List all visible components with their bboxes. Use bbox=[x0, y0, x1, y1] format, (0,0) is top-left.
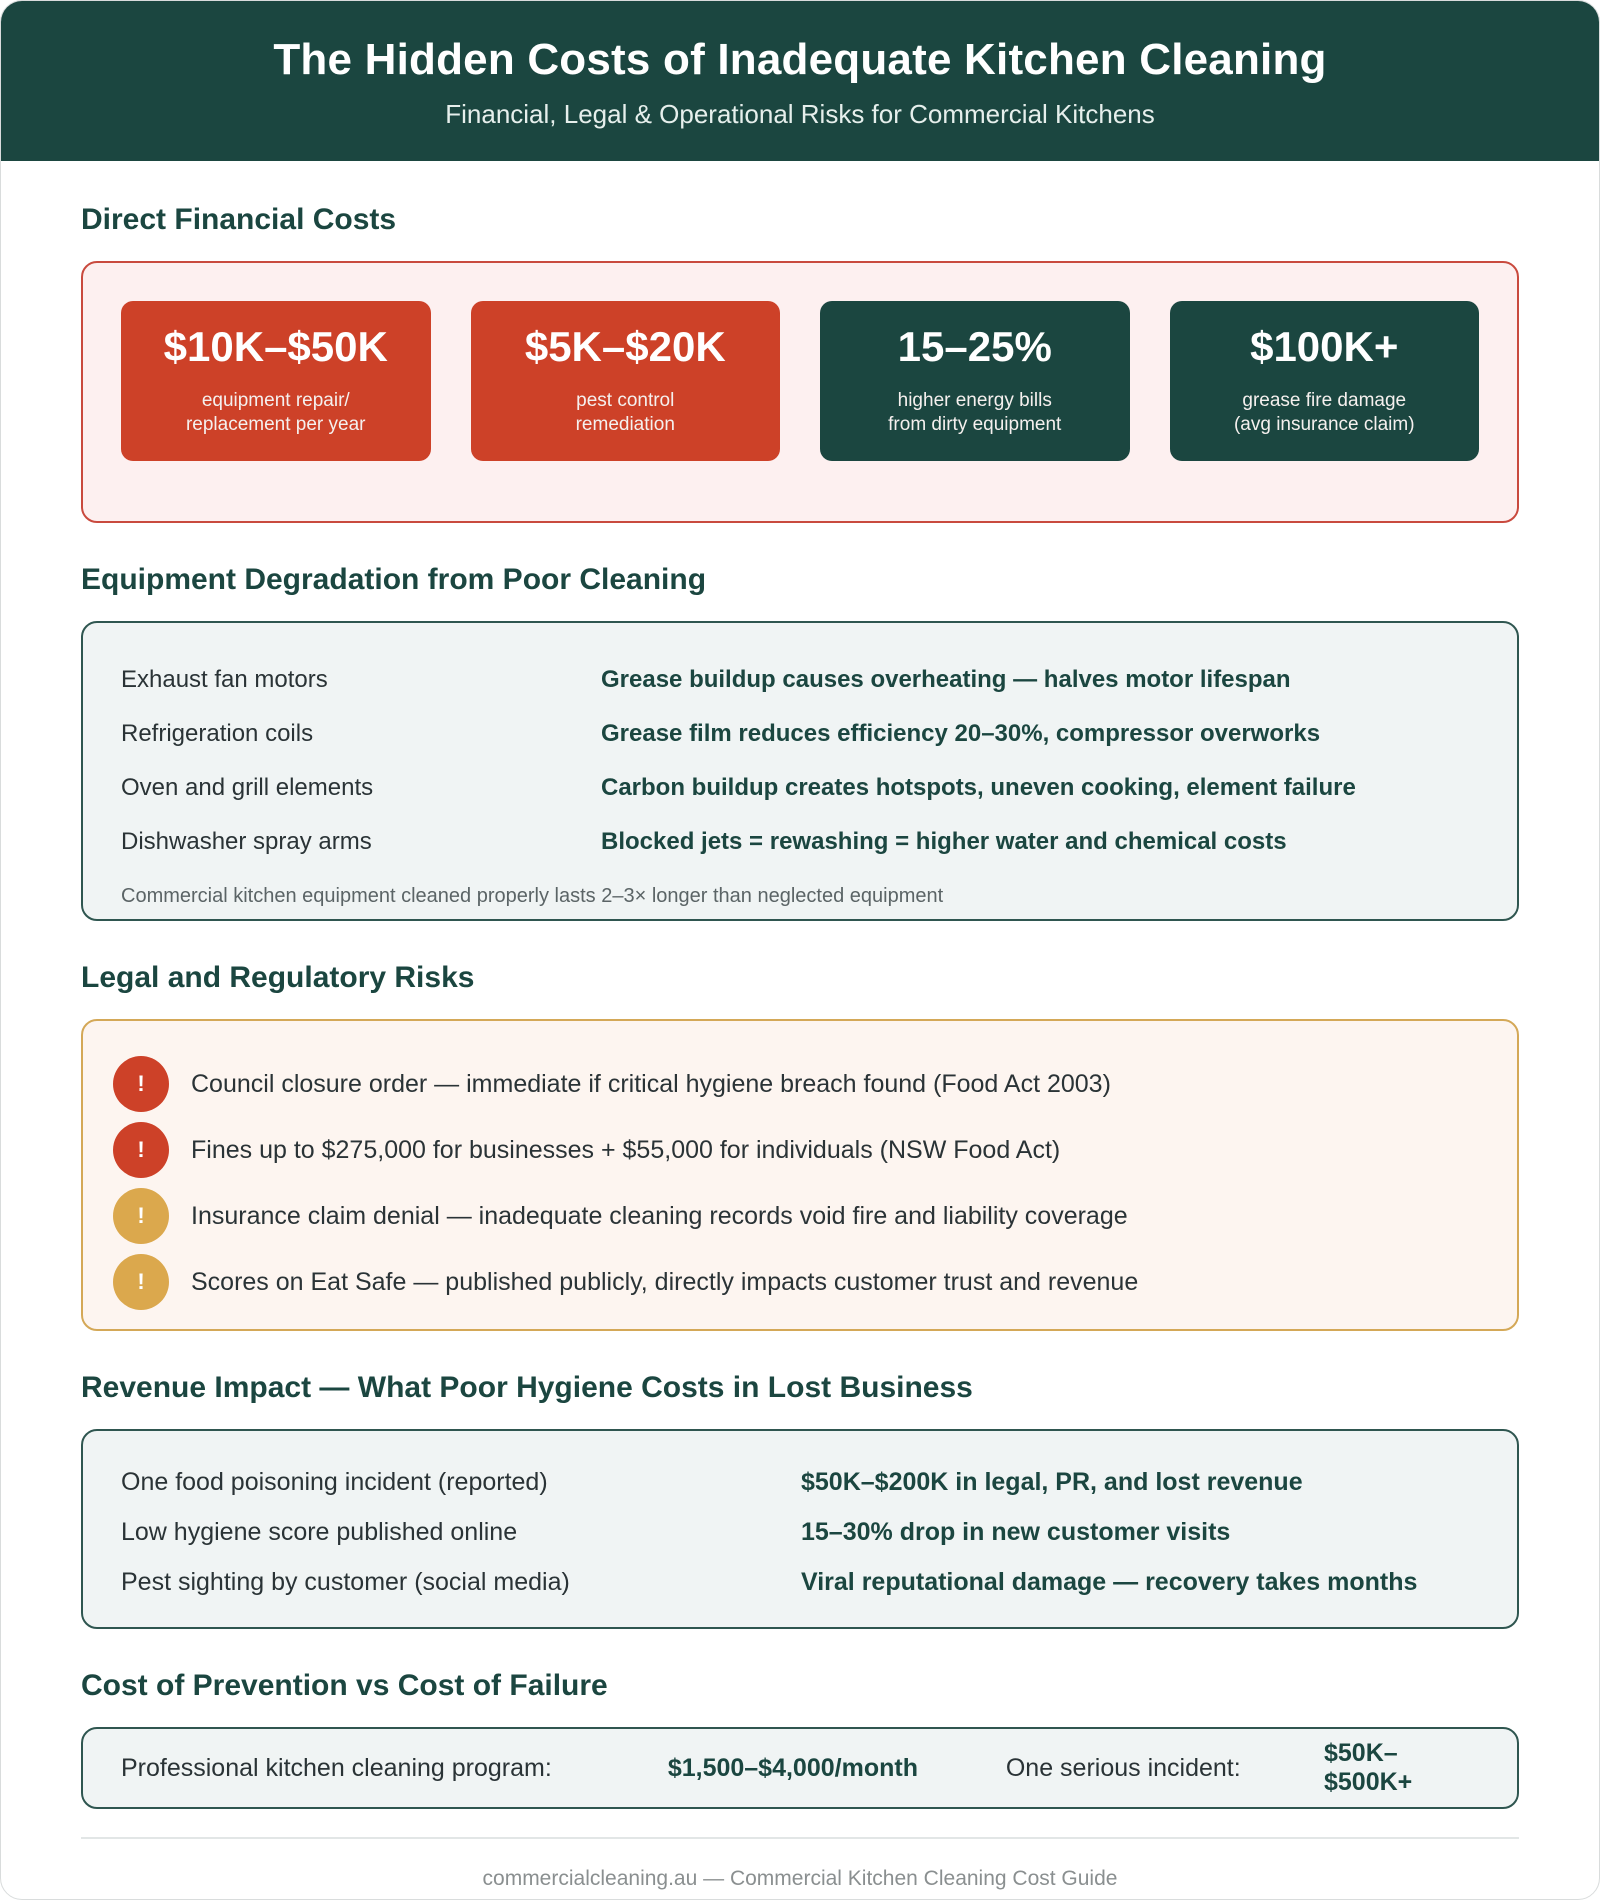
footer: commercialcleaning.au — Commercial Kitchen Cleaning Cost Guide bbox=[482, 1867, 1118, 1890]
card-desc-line: equipment repair/ bbox=[201, 390, 350, 411]
financial-card bbox=[1170, 301, 1480, 461]
prevention-panel bbox=[81, 1727, 1519, 1809]
content bbox=[1, 203, 1599, 1891]
card-desc-line: from dirty equipment bbox=[888, 414, 1062, 435]
legal-item-text: Scores on Eat Safe — published publicly, directly impacts customer trust and revenue bbox=[191, 1267, 1139, 1296]
revenue-row bbox=[121, 1557, 1479, 1607]
card-description bbox=[1170, 389, 1480, 437]
revenue-event: Low hygiene score published online bbox=[121, 1517, 518, 1546]
equipment-row bbox=[121, 653, 1479, 707]
equipment-panel bbox=[81, 621, 1519, 921]
legal-item-text: Fines up to $275,000 for businesses + $55,000 for individuals (NSW Food Act) bbox=[191, 1135, 1061, 1164]
legal-item bbox=[113, 1183, 1487, 1249]
equipment-effect: Grease film reduces efficiency 20–30%, compressor overworks bbox=[601, 720, 1321, 747]
equipment-row bbox=[121, 707, 1479, 761]
revenue-section-title: Revenue Impact — What Poor Hygiene Costs in Lost Business bbox=[81, 1371, 973, 1404]
equipment-row bbox=[121, 815, 1479, 869]
card-description bbox=[471, 389, 781, 437]
revenue-row bbox=[121, 1457, 1479, 1507]
equipment-item: Exhaust fan motors bbox=[121, 666, 328, 693]
equipment-effect: Grease buildup causes overheating — halves motor lifespan bbox=[601, 666, 1291, 693]
financial-section-title: Direct Financial Costs bbox=[81, 203, 397, 236]
warning-icon: ! bbox=[113, 1254, 169, 1310]
card-desc-line: (avg insurance claim) bbox=[1233, 414, 1415, 435]
page-title: The Hidden Costs of Inadequate Kitchen Cleaning bbox=[273, 35, 1327, 84]
legal-item-text: Insurance claim denial — inadequate cleaning records void fire and liability coverage bbox=[191, 1201, 1128, 1230]
equipment-note: Commercial kitchen equipment cleaned properly lasts 2–3× longer than neglected equipment bbox=[121, 885, 944, 907]
page-subtitle: Financial, Legal & Operational Risks for Commercial Kitchens bbox=[445, 99, 1155, 129]
equipment-effect: Blocked jets = rewashing = higher water and chemical costs bbox=[601, 828, 1287, 855]
card-desc-line: pest control bbox=[576, 390, 675, 411]
footer-divider bbox=[81, 1837, 1519, 1839]
equipment-item: Oven and grill elements bbox=[121, 774, 374, 801]
card-desc-line: remediation bbox=[575, 414, 675, 435]
card-desc-line: higher energy bills bbox=[897, 390, 1052, 411]
financial-card bbox=[820, 301, 1130, 461]
financial-card bbox=[121, 301, 431, 461]
card-description bbox=[820, 389, 1130, 437]
revenue-event: Pest sighting by customer (social media) bbox=[121, 1567, 570, 1596]
financial-card bbox=[471, 301, 781, 461]
card-value: $10K–$50K bbox=[163, 323, 388, 370]
equipment-section-title: Equipment Degradation from Poor Cleaning bbox=[81, 563, 707, 596]
warning-icon: ! bbox=[113, 1188, 169, 1244]
program-label: Professional kitchen cleaning program: bbox=[121, 1753, 552, 1782]
revenue-event: One food poisoning incident (reported) bbox=[121, 1467, 548, 1496]
financial-cards bbox=[121, 301, 1479, 461]
revenue-cost: 15–30% drop in new customer visits bbox=[801, 1517, 1231, 1546]
legal-item bbox=[113, 1249, 1487, 1315]
alert-icon: ! bbox=[113, 1122, 169, 1178]
card-desc-line: grease fire damage bbox=[1242, 390, 1407, 411]
legal-item-text: Council closure order — immediate if critical hygiene breach found (Food Act 2003) bbox=[191, 1069, 1111, 1098]
equipment-item: Dishwasher spray arms bbox=[121, 828, 372, 855]
card-value: 15–25% bbox=[897, 323, 1052, 370]
legal-section-title: Legal and Regulatory Risks bbox=[81, 961, 475, 994]
card-desc-line: replacement per year bbox=[185, 414, 366, 435]
financial-panel bbox=[81, 261, 1519, 523]
equipment-effect: Carbon buildup creates hotspots, uneven cooking, element failure bbox=[601, 774, 1356, 801]
header bbox=[1, 1, 1599, 161]
legal-item bbox=[113, 1051, 1487, 1117]
card-value: $100K+ bbox=[1250, 323, 1399, 370]
revenue-cost: $50K–$200K in legal, PR, and lost revenue bbox=[801, 1467, 1303, 1496]
equipment-item: Refrigeration coils bbox=[121, 720, 314, 747]
card-value: $5K–$20K bbox=[524, 323, 726, 370]
revenue-row bbox=[121, 1507, 1479, 1557]
incident-label: One serious incident: bbox=[1005, 1753, 1241, 1782]
prevention-section-title: Cost of Prevention vs Cost of Failure bbox=[81, 1669, 608, 1702]
card-description bbox=[121, 389, 431, 437]
revenue-panel bbox=[81, 1429, 1519, 1629]
legal-panel bbox=[81, 1019, 1519, 1331]
program-value: $1,500–$4,000/month bbox=[667, 1753, 918, 1782]
revenue-cost: Viral reputational damage — recovery takes months bbox=[801, 1567, 1418, 1596]
alert-icon: ! bbox=[113, 1056, 169, 1112]
legal-item bbox=[113, 1117, 1487, 1183]
incident-value: $50K–$500K+ bbox=[1323, 1739, 1413, 1796]
equipment-row bbox=[121, 761, 1479, 815]
